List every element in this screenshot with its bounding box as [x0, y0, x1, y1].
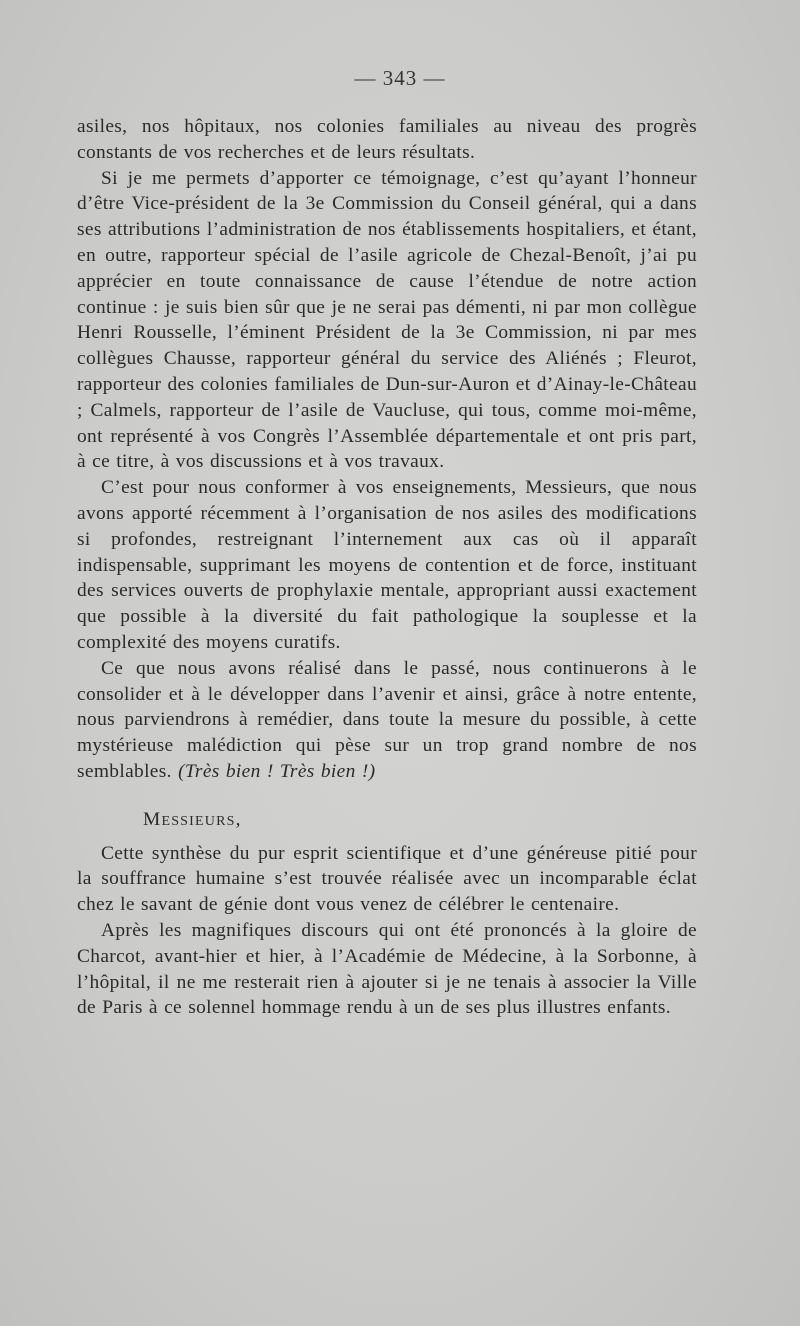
paragraph: Cette synthèse du pur esprit scientifique et d’une généreuse pitié pour la souffrance humaine s’est trouvée réalisée avec un incomparable éclat chez le savant de génie dont vous venez de célébrer le centenaire. [77, 842, 697, 916]
paragraph: Après les magnifiques discours qui ont été prononcés à la gloire de Charcot, avant-hier et hier, à l’Académie de Médecine, à la Sorbonne, à l’hôpital, il ne me resterait rien à ajouter si je ne tenais à associer la Ville de Paris à ce solennel hommage rendu à un de ses plus illustres enfants. [77, 919, 697, 1019]
paragraph-continuation: asiles, nos hôpitaux, nos colonies familiales au niveau des progrès constants de vos recherches et de leurs résultats. [77, 116, 697, 163]
page-number: — 343 — [354, 66, 446, 90]
paragraph-text: Ce que nous avons réalisé dans le passé, nous continuerons à le consolider et à le développer dans l’avenir et ainsi, grâce à notre entente, nous parviendrons à remédier, dans toute la mesure du possible, à cette mystérieuse malédiction qui pèse sur un trop grand nombre de nos semblables. [77, 657, 697, 782]
applause-note: (Très bien ! Très bien !) [178, 760, 376, 782]
body-text [77, 114, 697, 1021]
salutation: Messieurs, [143, 808, 242, 830]
paragraph: C’est pour nous conformer à vos enseignements, Messieurs, que nous avons apporté récemment à l’organisation de nos asiles des modifications si profondes, restreignant l’internement aux cas où il apparaît indispensable, supprimant les moyens de contention et de force, instituant des services ouverts de prophylaxie mentale, appropriant aussi exactement que possible à la diversité du fait pathologique la souplesse et la complexité des moyens curatifs. [77, 477, 697, 653]
paragraph [77, 656, 697, 785]
paragraph: Si je me permets d’apporter ce témoignage, c’est qu’ayant l’honneur d’être Vice-président de la 3e Commission du Conseil général, qui a dans ses attributions l’administration de nos établissements hospitaliers, et étant, en outre, rapporteur spécial de l’asile agricole de Chezal-Benoît, j’ai pu apprécier en toute connaissance de cause l’étendue de notre action continue : je suis bien sûr que je ne serai pas démenti, ni par mon collègue Henri Rousselle, l’éminent Président de la 3e Commission, ni par mes collègues Chausse, rapporteur général du service des Aliénés ; Fleurot, rapporteur des colonies familiales de Dun-sur-Auron et d’Ainay-le-Château ; Calmels, rapporteur de l’asile de Vaucluse, qui tous, comme moi-même, ont représenté à vos Congrès l’Assemblée départementale et ont pris part, à ce titre, à vos discussions et à vos travaux. [77, 167, 697, 473]
